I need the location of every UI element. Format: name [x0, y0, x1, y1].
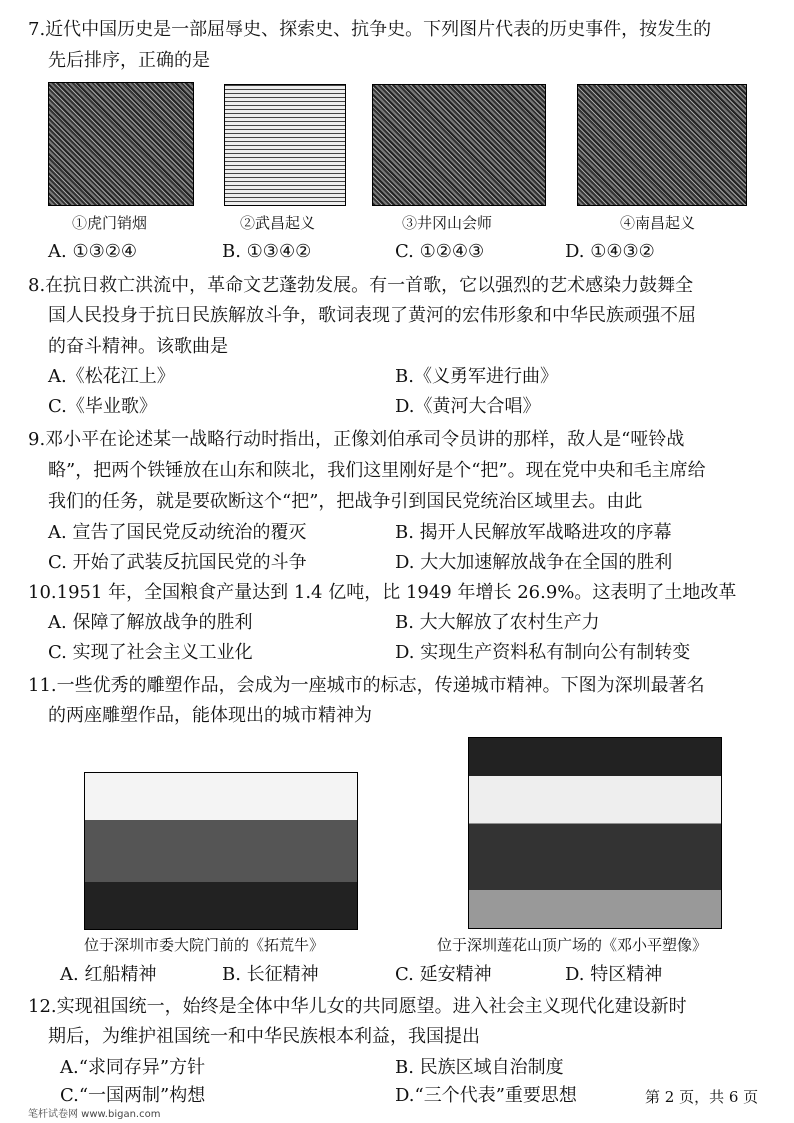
page-number: 第 2 页，共 6 页: [645, 1088, 759, 1106]
nanchang-image: [577, 84, 747, 206]
q11-option-a: A. 红船精神: [60, 964, 157, 985]
q9-option-c: C. 开始了武装反抗国民党的斗争: [48, 552, 307, 573]
humen-image: [48, 82, 194, 206]
q11-option-b: B. 长征精神: [222, 964, 319, 985]
caption-2: ②武昌起义: [240, 214, 316, 232]
q9-stem-3: 我们的任务，就是要砍断这个“把”，把战争引到国民党统治区域里去。由此: [48, 491, 643, 512]
q12-stem-1: 12.实现祖国统一，始终是全体中华儿女的共同愿望。进入社会主义现代化建设新时: [28, 996, 687, 1017]
deng-statue-image: [468, 737, 722, 929]
caption-4: ④南昌起义: [620, 214, 696, 232]
q8-option-a: A.《松花江上》: [48, 366, 175, 387]
q10-stem: 10.1951 年，全国粮食产量达到 1.4 亿吨，比 1949 年增长 26.9%。这表明了土地改革: [28, 582, 737, 603]
q8-option-d: D.《黄河大合唱》: [395, 396, 541, 417]
q12-option-b: B. 民族区域自治制度: [395, 1057, 564, 1078]
q8-option-c: C.《毕业歌》: [48, 396, 157, 417]
q7-stem-2: 先后排序，正确的是: [48, 50, 210, 71]
q12-stem-2: 期后，为维护祖国统一和中华民族根本利益，我国提出: [48, 1026, 480, 1047]
jinggangshan-image: [372, 84, 546, 206]
q7-option-d: D. ①④③②: [565, 241, 655, 262]
q7-option-b: B. ①③④②: [222, 241, 312, 262]
q7-stem-1: 7.近代中国历史是一部屈辱史、探索史、抗争史。下列图片代表的历史事件，按发生的: [28, 19, 712, 40]
q8-option-b: B.《义勇军进行曲》: [395, 366, 558, 387]
q7-option-c: C. ①②④③: [395, 241, 485, 262]
q11-stem-1: 11.一些优秀的雕塑作品，会成为一座城市的标志，传递城市精神。下图为深圳最著名: [28, 675, 705, 696]
q7-option-a: A. ①③②④: [48, 241, 137, 262]
q12-option-a: A.“求同存异”方针: [60, 1057, 206, 1078]
wuchang-map-image: [224, 84, 346, 206]
q10-option-d: D. 实现生产资料私有制向公有制转变: [395, 642, 691, 663]
q9-option-a: A. 宣告了国民党反动统治的覆灭: [48, 522, 307, 543]
caption-1: ①虎门销烟: [72, 214, 148, 232]
q8-stem-3: 的奋斗精神。该歌曲是: [48, 336, 228, 357]
q11-stem-2: 的两座雕塑作品，能体现出的城市精神为: [48, 705, 372, 726]
q8-stem-1: 8.在抗日救亡洪流中，革命文艺蓬勃发展。有一首歌，它以强烈的艺术感染力鼓舞全: [28, 275, 694, 296]
q11-option-d: D. 特区精神: [565, 964, 663, 985]
q12-option-d: D.“三个代表”重要思想: [395, 1085, 577, 1106]
caption-deng: 位于深圳莲花山顶广场的《邓小平塑像》: [437, 936, 708, 954]
caption-3: ③井冈山会师: [402, 214, 493, 232]
q9-option-d: D. 大大加速解放战争在全国的胜利: [395, 552, 673, 573]
pioneer-ox-image: [84, 772, 358, 930]
q9-stem-1: 9.邓小平在论述某一战略行动时指出，正像刘伯承司令员讲的那样，敌人是“哑铃战: [28, 429, 685, 450]
q8-stem-2: 国人民投身于抗日民族解放斗争，歌词表现了黄河的宏伟形象和中华民族顽强不屈: [48, 305, 696, 326]
q10-option-b: B. 大大解放了农村生产力: [395, 612, 600, 633]
q9-option-b: B. 揭开人民解放军战略进攻的序幕: [395, 522, 672, 543]
caption-ox: 位于深圳市委大院门前的《拓荒牛》: [84, 936, 325, 954]
q10-option-a: A. 保障了解放战争的胜利: [48, 612, 253, 633]
watermark: 笔杆试卷网 www.bigan.com: [28, 1109, 161, 1120]
q12-option-c: C.“一国两制”构想: [60, 1085, 206, 1106]
q10-option-c: C. 实现了社会主义工业化: [48, 642, 253, 663]
q9-stem-2: 略”，把两个铁锤放在山东和陕北，我们这里刚好是个“把”。现在党中央和毛主席给: [48, 460, 706, 481]
q11-option-c: C. 延安精神: [395, 964, 492, 985]
